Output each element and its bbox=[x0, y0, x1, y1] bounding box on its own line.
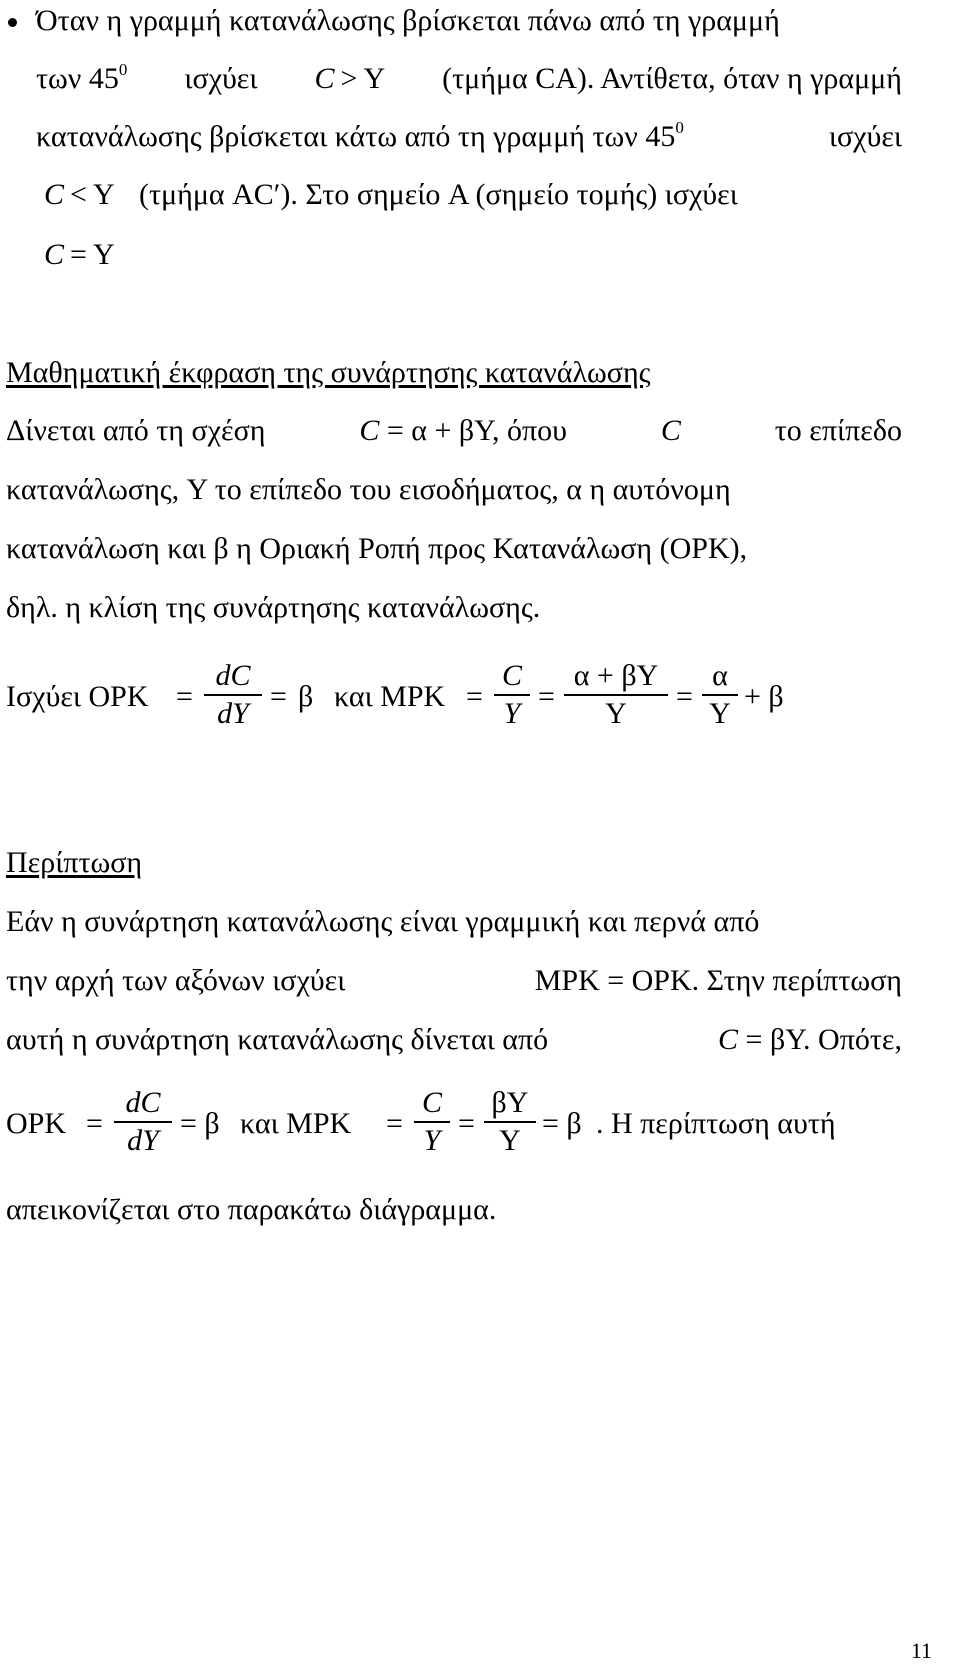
math-expression: = βY bbox=[745, 1023, 804, 1056]
math-expression: + β bbox=[744, 680, 784, 713]
math-operator: = bbox=[86, 1107, 103, 1140]
fraction-dc-dy bbox=[114, 1087, 172, 1157]
text-line: Εάν η συνάρτηση κατανάλωσης είναι γραμμική και περνά από bbox=[6, 905, 760, 938]
text: . Οπότε, bbox=[803, 1023, 902, 1056]
text-line bbox=[6, 964, 902, 998]
text: ισχύει bbox=[828, 120, 902, 153]
text-line bbox=[36, 120, 902, 154]
numerator: βY bbox=[491, 1086, 529, 1119]
math-symbol: C bbox=[44, 238, 65, 271]
math-symbol: C bbox=[359, 414, 380, 447]
text-line bbox=[6, 414, 902, 448]
math-operator: = bbox=[458, 1107, 475, 1140]
math-symbol: = α + βY bbox=[386, 414, 492, 447]
denominator: Y bbox=[503, 697, 521, 730]
section-heading: Περίπτωση bbox=[6, 846, 143, 879]
text-line: κατανάλωσης, Y το επίπεδο του εισοδήματος, α η αυτόνομη bbox=[6, 473, 731, 506]
numerator: α + βY bbox=[573, 659, 659, 692]
text: και ΜΡΚ bbox=[334, 680, 446, 713]
numerator: α bbox=[712, 659, 728, 692]
denominator: Y bbox=[709, 697, 731, 730]
math-symbol: Y bbox=[92, 178, 114, 211]
denominator: dY bbox=[127, 1124, 159, 1157]
text: κατανάλωσης βρίσκεται κάτω από τη γραμμή των 45 bbox=[36, 120, 676, 153]
fraction-c-y bbox=[414, 1087, 450, 1157]
text-segment bbox=[36, 120, 684, 154]
text-line bbox=[36, 4, 902, 38]
numerator: dC bbox=[215, 659, 251, 692]
math-expression: = β bbox=[542, 1107, 582, 1140]
text-line: κατανάλωση και β η Οριακή Ροπή προς Κατανάλωση (ΟΡΚ), bbox=[6, 532, 748, 565]
fraction-bar bbox=[114, 1121, 172, 1123]
text-segment bbox=[718, 1023, 902, 1057]
math-expression bbox=[359, 414, 567, 448]
math-operator: = bbox=[676, 680, 693, 713]
denominator: Y bbox=[499, 1124, 521, 1157]
math-symbol: C bbox=[314, 62, 335, 95]
math-operator: = bbox=[466, 680, 483, 713]
numerator: dC bbox=[125, 1086, 161, 1119]
text: (τμήμα CA). Αντίθετα, όταν η γραμμή bbox=[442, 62, 902, 95]
bullet-marker bbox=[8, 18, 17, 27]
math-expression: ΜΡΚ = ΟΡΚ bbox=[534, 964, 692, 997]
numerator: C bbox=[501, 659, 522, 692]
denominator: dY bbox=[217, 697, 249, 730]
text: , όπου bbox=[491, 414, 567, 447]
text: ισχύει bbox=[184, 62, 258, 95]
text: . Η περίπτωση αυτή bbox=[596, 1107, 836, 1140]
math-operator: > bbox=[340, 62, 358, 95]
text: των 45 bbox=[36, 62, 119, 95]
section-heading: Μαθηματική έκφραση της συνάρτησης κατανάλωσης bbox=[6, 356, 651, 389]
math-symbol: β bbox=[298, 680, 314, 713]
text-segment bbox=[36, 62, 127, 96]
text: ΟΡΚ bbox=[6, 1107, 67, 1140]
math-operator: = bbox=[270, 680, 287, 713]
text: και ΜΡΚ bbox=[240, 1107, 352, 1140]
text: Όταν η γραμμή κατανάλωσης βρίσκεται πάνω από τη γραμμή bbox=[36, 4, 780, 37]
fraction-bar bbox=[204, 694, 262, 696]
math-symbol: C bbox=[660, 414, 681, 447]
text-line bbox=[44, 178, 902, 212]
math-operator: = bbox=[538, 680, 555, 713]
fraction-bar bbox=[702, 694, 738, 696]
math-symbol: C bbox=[718, 1023, 739, 1056]
text-line bbox=[44, 238, 115, 272]
text-segment bbox=[596, 1107, 902, 1141]
superscript: 0 bbox=[675, 118, 684, 137]
text: Ισχύει ΟΡΚ bbox=[6, 680, 149, 713]
text: το επίπεδο bbox=[774, 414, 902, 447]
math-operator: = bbox=[386, 1107, 403, 1140]
fraction-dc-dy bbox=[204, 660, 262, 730]
text-segment bbox=[535, 964, 902, 998]
text-line bbox=[6, 1023, 902, 1057]
page-number: 11 bbox=[910, 1638, 932, 1663]
math-operator: < bbox=[70, 178, 87, 211]
fraction-bar bbox=[484, 1121, 536, 1123]
math-symbol: Y bbox=[92, 238, 115, 271]
fraction-bar bbox=[494, 694, 530, 696]
math-operator: = bbox=[176, 680, 193, 713]
math-symbol: C bbox=[44, 178, 65, 211]
fraction-by-over-y bbox=[484, 1087, 536, 1157]
text-line bbox=[36, 62, 902, 96]
math-expression: = β bbox=[180, 1107, 220, 1140]
text-line: απεικονίζεται στο παρακάτω διάγραμμα. bbox=[6, 1193, 497, 1226]
fraction-a-plus-by-over-y bbox=[564, 660, 668, 730]
text-line: δηλ. η κλίση της συνάρτησης κατανάλωσης. bbox=[6, 591, 541, 624]
superscript: 0 bbox=[118, 60, 128, 79]
math-operator: = bbox=[70, 238, 87, 271]
fraction-a-over-y bbox=[702, 660, 738, 730]
fraction-bar bbox=[564, 694, 668, 696]
text: . Στην περίπτωση bbox=[691, 964, 902, 997]
numerator: C bbox=[421, 1086, 442, 1119]
text: Δίνεται από τη σχέση bbox=[6, 414, 266, 447]
text: (τμήμα AC′). Στο σημείο A (σημείο τομής) ισχύει bbox=[139, 178, 738, 211]
denominator: Y bbox=[423, 1124, 441, 1157]
fraction-c-y bbox=[494, 660, 530, 730]
fraction-bar bbox=[414, 1121, 450, 1123]
math-symbol: Y bbox=[363, 62, 386, 95]
text: αυτή η συνάρτηση κατανάλωσης δίνεται από bbox=[6, 1023, 549, 1056]
math-inequality bbox=[315, 62, 386, 96]
denominator: Y bbox=[605, 697, 627, 730]
text: την αρχή των αξόνων ισχύει bbox=[6, 964, 346, 997]
